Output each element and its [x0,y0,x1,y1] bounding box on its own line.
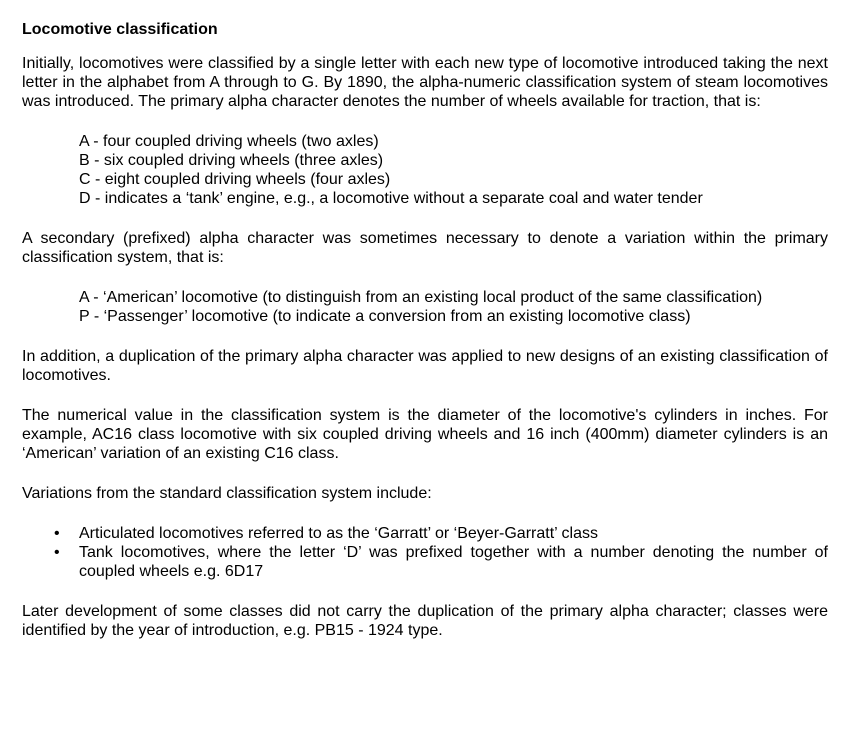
secondary-class-p: P - ‘Passenger’ locomotive (to indicate a conversion from an existing locomotive class) [79,308,691,325]
document-page [22,20,828,661]
list-item [22,543,828,581]
bullet-icon: • [54,525,60,542]
list-item [22,524,828,543]
closing-paragraph: Later development of some classes did not carry the duplication of the primary alpha character; classes were identified by the year of introduction, e.g. PB15 - 1924 type. [22,603,828,639]
variations-intro-paragraph: Variations from the standard classification system include: [22,485,432,502]
primary-class-b: B - six coupled driving wheels (three axles) [79,152,384,169]
primary-class-c: C - eight coupled driving wheels (four axles) [79,171,391,188]
section-heading: Locomotive classification [22,21,218,38]
duplication-paragraph: In addition, a duplication of the primary alpha character was applied to new designs of an existing classification of locomotives. [22,348,828,384]
primary-class-d: D - indicates a ‘tank’ engine, e.g., a locomotive without a separate coal and water tender [79,190,703,207]
variation-tank: Tank locomotives, where the letter ‘D’ was prefixed together with a number denoting the number of coupled wheels e.g. 6D17 [79,544,828,580]
variations-list [22,524,828,581]
intro-paragraph: Initially, locomotives were classified by a single letter with each new type of locomotive introduced taking the next letter in the alphabet from A through to G. By 1890, the alpha-numeric classification system of steam locomotives was introduced. The primary alpha character denotes the number of wheels available for traction, that is: [22,55,828,110]
numerical-value-paragraph: The numerical value in the classification system is the diameter of the locomotive's cylinders in inches. For example, AC16 class locomotive with six coupled driving wheels and 16 inch (400mm) diameter cylinders is an ‘American’ variation of an existing C16 class. [22,407,828,462]
secondary-intro-paragraph: A secondary (prefixed) alpha character was sometimes necessary to denote a variation within the primary classification system, that is: [22,230,828,266]
primary-class-a: A - four coupled driving wheels (two axles) [79,133,379,150]
secondary-classification-list [79,288,828,326]
variation-garratt: Articulated locomotives referred to as the ‘Garratt’ or ‘Beyer-Garratt’ class [79,525,598,542]
bullet-icon: • [54,544,60,561]
secondary-class-a: A - ‘American’ locomotive (to distinguish from an existing local product of the same classification) [79,289,763,306]
primary-classification-list [79,132,828,208]
